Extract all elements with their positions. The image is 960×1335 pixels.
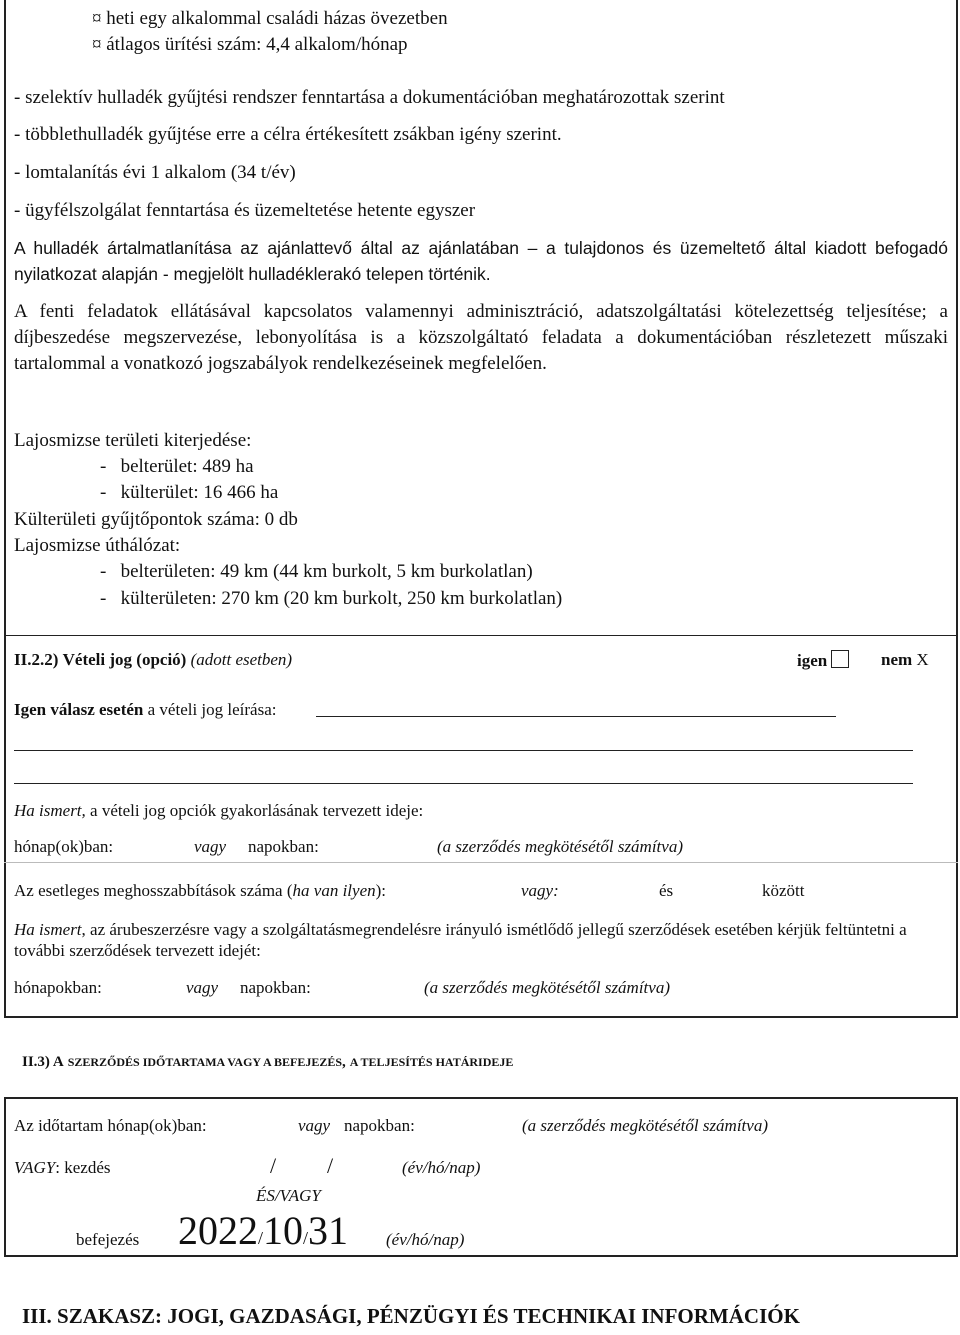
- fill-line[interactable]: [316, 716, 836, 717]
- fill-line[interactable]: [14, 750, 913, 751]
- fill-line[interactable]: [14, 783, 913, 784]
- extent-title: Lajosmizse területi kiterjedése:: [14, 430, 252, 451]
- or-label: vagy: [194, 837, 227, 856]
- from-contract: (a szerződés megkötésétől számítva): [522, 1116, 768, 1135]
- start-label: VAGY: kezdés: [14, 1158, 111, 1177]
- date-format: (év/hó/nap): [386, 1230, 465, 1249]
- duration-heading: II.3) A SZERZŐDÉS IDŐTARTAMA VAGY A BEFEJEZÉS, A TELJESÍTÉS HATÁRIDEJE: [22, 1054, 514, 1070]
- months2-label: hónapokban:: [14, 978, 102, 997]
- bullet-item: ¤ átlagos ürítési szám: 4,4 alkalom/hónap: [92, 34, 408, 55]
- days-label: napokban:: [344, 1116, 415, 1135]
- months-label: hónap(ok)ban:: [14, 837, 114, 856]
- bullet-item: ¤ heti egy alkalommal családi házas övezetben: [92, 8, 448, 29]
- option-heading: II.2.2) Vételi jog (opció) (adott esetben): [14, 650, 293, 669]
- tasks-paragraph: A fenti feladatok ellátásával kapcsolatos valamennyi adminisztráció, adatszolgáltatási kötelezettség teljesítése; a díjbeszedése megszervezése, lebonyolítása is a közszolgáltató feladata a dokumentációban részletezett műszaki tartalommal a vonatkozó jogszabályok rendelkezéseinek megfelelően.: [14, 301, 948, 374]
- and-or-label: ÉS/VAGY: [256, 1186, 321, 1205]
- option-no[interactable]: nem X: [881, 650, 929, 669]
- days-label: napokban:: [240, 978, 311, 997]
- end-label: befejezés: [76, 1230, 140, 1249]
- extensions-between: között: [762, 881, 805, 900]
- road-item: - belterületen: 49 km (44 km burkolt, 5 km burkolatlan): [100, 561, 533, 582]
- disposal-paragraph: A hulladék ártalmatlanítása az ajánlattevő által az ajánlatában – a tulajdonos és üzemeltető által kiadott befogadó nyilatkozat alapján - megjelölt hulladéklerakó telepen történik.: [14, 238, 948, 284]
- or-label: vagy: [298, 1116, 331, 1135]
- extent-item: - belterület: 489 ha: [100, 456, 254, 477]
- extent-item: - külterület: 16 466 ha: [100, 482, 279, 503]
- text-line: - többlethulladék gyűjtése erre a célra értékesített zsákban igény szerint.: [14, 124, 562, 145]
- text-line: - szelektív hulladék gyűjtési rendszer fenntartása a dokumentációban meghatározottak szerint: [14, 87, 725, 108]
- text-line: - lomtalanítás évi 1 alkalom (34 t/év): [14, 162, 296, 183]
- recurring-label: Ha ismert, az árubeszerzésre vagy a szolgáltatásmegrendelésre irányuló ismétlődő jellegű szerződések esetében kérjük feltüntetni a további szerződések tervezett idejét:: [14, 920, 907, 960]
- no-mark: X: [916, 650, 929, 669]
- divider: [4, 862, 958, 863]
- date-format: (év/hó/nap): [402, 1158, 481, 1177]
- from-contract: (a szerződés megkötésétől számítva): [424, 978, 670, 997]
- or-label: vagy: [186, 978, 219, 997]
- collection-points: Külterületi gyűjtőpontok száma: 0 db: [14, 509, 298, 530]
- bullet-symbol: ¤: [92, 8, 102, 29]
- divider: [4, 635, 958, 636]
- road-item: - külterületen: 270 km (20 km burkolt, 250 km burkolatlan): [100, 588, 563, 609]
- bullet-symbol: ¤: [92, 34, 102, 55]
- extensions-and: és: [659, 881, 674, 900]
- from-contract: (a szerződés megkötésétől számítva): [437, 837, 683, 856]
- extensions-label: Az esetleges meghosszabbítások száma (ha van ilyen):: [14, 881, 387, 900]
- start-slash: /: [270, 1153, 277, 1178]
- yes-description-label: Igen válasz esetén a vételi jog leírása:: [14, 700, 277, 719]
- known-time-label: Ha ismert, a vételi jog opciók gyakorlásának tervezett ideje:: [14, 801, 424, 820]
- text-line: - ügyfélszolgálat fenntartása és üzemeltetése hetente egyszer: [14, 200, 476, 221]
- road-title: Lajosmizse úthálózat:: [14, 535, 181, 556]
- days-label: napokban:: [248, 837, 319, 856]
- end-date[interactable]: 2022/10/31: [178, 1208, 349, 1253]
- section3-title: III. SZAKASZ: JOGI, GAZDASÁGI, PÉNZÜGYI ÉS TECHNIKAI INFORMÁCIÓK: [22, 1304, 800, 1328]
- extensions-or: vagy:: [521, 881, 559, 900]
- duration-label: Az időtartam hónap(ok)ban:: [14, 1116, 207, 1135]
- yes-checkbox[interactable]: [831, 650, 849, 668]
- option-yes[interactable]: igen: [797, 650, 849, 671]
- start-slash: /: [327, 1153, 334, 1178]
